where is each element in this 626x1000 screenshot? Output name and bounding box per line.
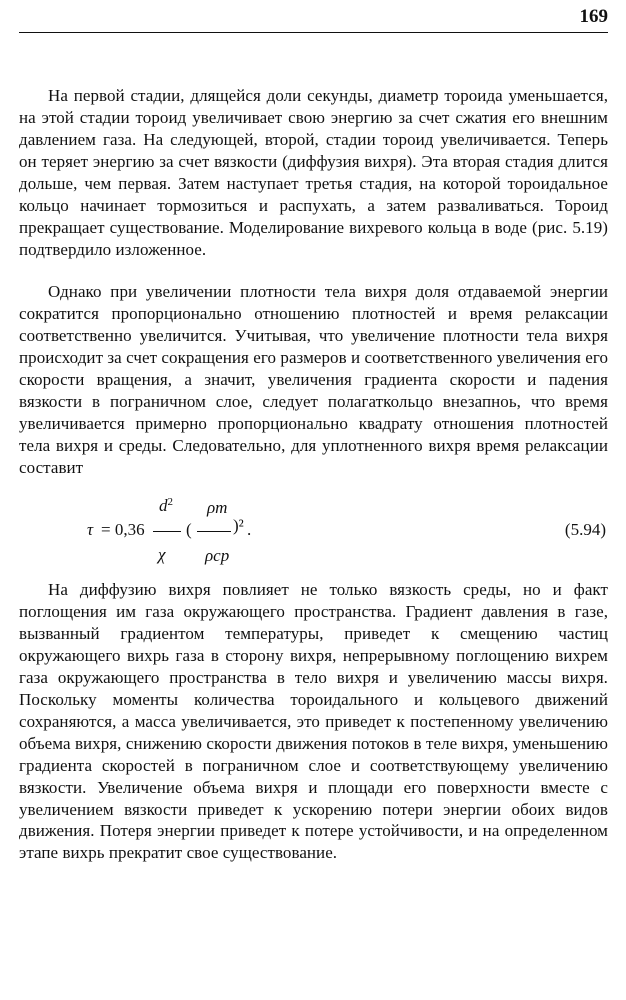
formula-numerator-1: $d^2$ bbox=[159, 496, 173, 515]
fraction-line-2 bbox=[197, 531, 231, 532]
formula-coefficient: = 0,36 bbox=[101, 520, 145, 539]
header-rule bbox=[19, 32, 608, 33]
formula-number: (5.94) bbox=[564, 520, 606, 539]
page-number: 169 bbox=[579, 6, 608, 27]
formula-5-94 bbox=[0, 490, 626, 570]
formula-open-paren: ( bbox=[186, 520, 192, 539]
paragraph-3: На диффузию вихря повлияет не только вязкость среды, но и факт поглощения им газа окружающего пространства. Градиент давления в газе, вызванный градиентом температуры, приведет к смещению частиц окружающего вихрь газа в сторону вихря, непрерывному поглощению вихрем газа окружающего пространства в тело вихря и увеличению массы вихря. Поскольку моменты количества тороидального и кольцевого движений сохраняются, а масса увеличивается, это приведет к постепенному увеличению объема вихря, снижению скорости движения потоков в теле вихря, уменьшению градиента скоростей в пограничном слое и соответствующему увеличению вязкости. Увеличение объема вихря и площади его поверхности вместе с увеличением вязкости приведет к ускорению потери энергии обоих видов движения. Потеря энергии приведет к потере устойчивости, и на определенном этапе вихрь прекратит свое существование. bbox=[19, 580, 608, 863]
formula-numerator-2: ρт bbox=[207, 498, 228, 517]
formula-denominator-1: χ bbox=[158, 545, 166, 564]
formula-lhs: τ bbox=[87, 520, 94, 539]
formula-close-paren: )² bbox=[233, 516, 244, 535]
paragraph-2: Однако при увеличении плотности тела вихря доля отдаваемой энергии сократится пропорционально отношению плотностей и время релаксации соответственно увеличится. Учитывая, что увеличение плотности тела вихря происходит за счет сокращения его размеров и соответственного увеличения его скорости вращения, а значит, увеличения градиента скорости и падения вязкости в пограничном слое, следует полагаткольцо внезапноь, что время увеличивается примерно пропорционально квадрату отношения плотностей тела вихря и среды. Следовательно, для уплотненного вихря время релаксации составит bbox=[19, 282, 608, 477]
formula-period: . bbox=[247, 520, 252, 539]
fraction-line-1 bbox=[153, 531, 181, 532]
formula-denominator-2: ρср bbox=[205, 546, 230, 565]
paragraph-1: На первой стадии, длящейся доли секунды, диаметр тороида уменьшается, на этой стадии тороид увеличивает свою энергию за счет сжатия его внешним давлением газа. На следующей, второй, стадии тороид увеличивается. Теперь он теряет энергию за счет вязкости (диффузия вихря). Эта вторая стадия длится дольше, чем первая. Затем наступает третья стадия, на которой тороидальное кольцо начинает тормозиться и распухать, а затем разваливаться. Тороид прекращает существование. Моделирование вихревого кольца в воде (рис. 5.19) подтвердило изложенное. bbox=[19, 86, 608, 259]
